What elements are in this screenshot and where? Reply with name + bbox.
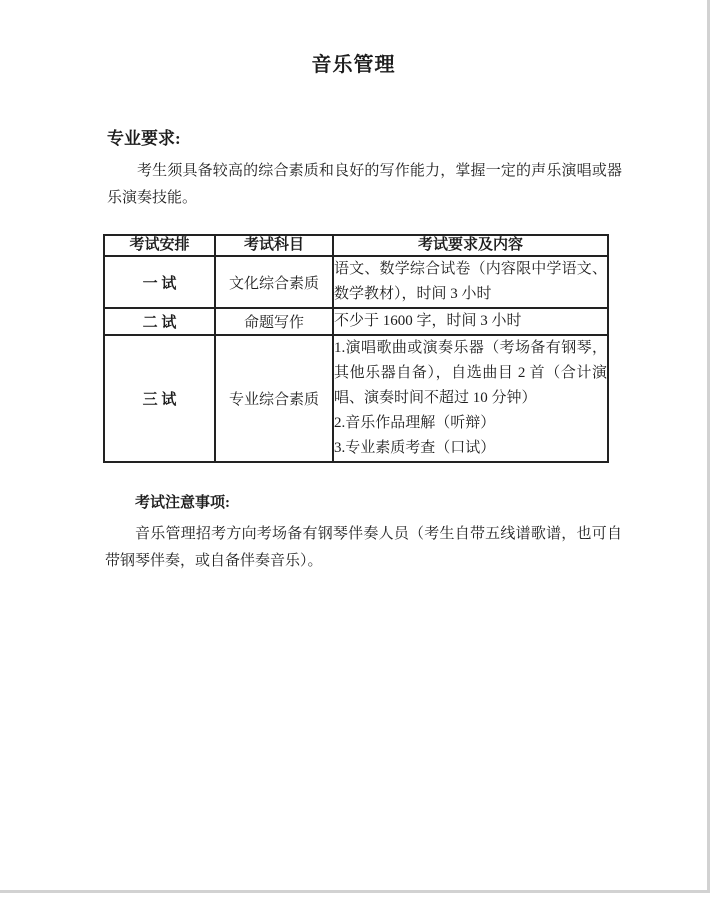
cell-arrangement-2: 二 试 xyxy=(104,308,215,335)
cell-arrangement-1: 一 试 xyxy=(104,256,215,308)
cell-subject-2: 命题写作 xyxy=(215,308,333,335)
table-row xyxy=(104,335,608,462)
cell-subject-1: 文化综合素质 xyxy=(215,256,333,308)
cell-content-1 xyxy=(333,256,608,308)
table-header-row xyxy=(104,235,608,256)
content-line: 不少于 1600 字，时间 3 小时 xyxy=(334,313,522,329)
table-row xyxy=(104,308,608,335)
requirements-heading: 专业要求: xyxy=(107,129,181,148)
requirements-paragraph: 考生须具备较高的综合素质和良好的写作能力，掌握一定的声乐演唱或器乐演奏技能。 xyxy=(107,163,622,206)
cell-content-2 xyxy=(333,308,608,335)
content-item-3: 3.专业素质考查（口试） xyxy=(334,440,496,456)
cell-content-3 xyxy=(333,335,608,462)
notes-heading: 考试注意事项: xyxy=(135,495,230,511)
page-title: 音乐管理 xyxy=(311,54,396,76)
header-exam-content: 考试要求及内容 xyxy=(333,235,608,256)
content-line: 语文、数学综合试卷（内容限中学语文、数学教材），时间 3 小时 xyxy=(334,261,607,302)
content-item-1: 1.演唱歌曲或演奏乐器（考场备有钢琴，其他乐器自备），自选曲目 2 首（合计演唱、演奏时间不超过 10 分钟） xyxy=(334,340,607,406)
cell-arrangement-3: 三 试 xyxy=(104,335,215,462)
content-item-2: 2.音乐作品理解（听辩） xyxy=(334,415,496,431)
notes-paragraph: 音乐管理招考方向考场备有钢琴伴奏人员（考生自带五线谱歌谱，也可自带钢琴伴奏，或自备伴奏音乐）。 xyxy=(105,526,622,569)
exam-table xyxy=(103,234,609,463)
cell-subject-3: 专业综合素质 xyxy=(215,335,333,462)
header-exam-arrangement: 考试安排 xyxy=(104,235,215,256)
table-row xyxy=(104,256,608,308)
header-exam-subject: 考试科目 xyxy=(215,235,333,256)
